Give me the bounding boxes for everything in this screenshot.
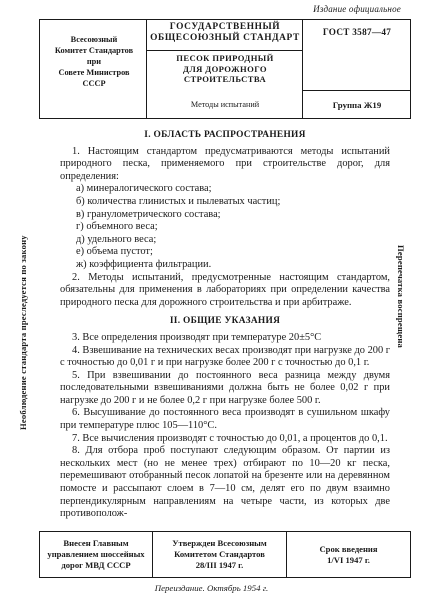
footer-table [39, 531, 411, 578]
paragraph-3: 3. Все определения производят при температуре 20±5°С [72, 331, 322, 343]
header-rule-title [146, 50, 302, 51]
list-item: а) минералогического состава; [76, 183, 212, 195]
gost-number: ГОСТ 3587—47 [322, 27, 392, 37]
submitted-by: Внесен Главным управлением шоссейных дорог МВД СССР [47, 538, 145, 570]
standard-type-title: ГОСУДАРСТВЕННЫЙ ОБЩЕСОЮЗНЫЙ СТАНДАРТ [150, 22, 300, 43]
paragraph-4: 4. Взвешивание на технических весах производят при нагрузке до 200 г с точностью до 0,01 г и при нагрузке более 200 г с точностью до 0,1 г. [60, 344, 391, 369]
side-note-law: Необлюдение стандарта преследуется по закону [18, 235, 28, 430]
paragraph-6: 6. Высушивание до постоянного веса производят в сушильном шкафу при температуре плюс 105—110°С. [60, 407, 390, 432]
determination-list [60, 183, 390, 271]
header-table [39, 19, 411, 119]
classification-group: Группа Ж19 [332, 100, 382, 110]
document-title: ПЕСОК ПРИРОДНЫЙ ДЛЯ ДОРОЖНОГО СТРОИТЕЛЬСТВА [176, 53, 274, 84]
header-divider-right [302, 20, 303, 118]
effective-date: Срок введения 1/VI 1947 г. [319, 543, 378, 565]
list-item: б) количества глинистых и пылеватых частиц; [76, 195, 281, 207]
paragraph-5: 5. При взвешивании до постоянного веса разница между двумя последовательными взвешиваниями должна быть не более 0,02 г при нагрузке до 200 г и не более 0,2 г при нагрузке более 500 г. [60, 369, 390, 406]
paragraph-7: 7. Все вычисления производят с точностью до 0,01, а процентов до 0,1. [72, 432, 388, 444]
approved-by: Утвержден Всесоюзным Комитетом Стандартов 28/III 1947 г. [172, 538, 267, 570]
header-divider-left [146, 20, 147, 118]
paragraph-2: 2. Методы испытаний, предусмотренные настоящим стандартом, обязательны для применения в лабораториях при определении качества природного песка для дорожного строительства и при арбитраже. [60, 271, 390, 308]
header-rule-group [302, 90, 410, 91]
section-1-heading: I. ОБЛАСТЬ РАСПРОСТРАНЕНИЯ [144, 130, 306, 140]
side-note-reprint: Перепечатка воспрещена [396, 245, 406, 349]
document-subtitle: Методы испытаний [190, 100, 260, 109]
section-2-heading: II. ОБЩИЕ УКАЗАНИЯ [169, 316, 281, 327]
reissue-note: Переиздание. Октябрь 1954 г. [154, 583, 269, 593]
edition-note: Издание официальное [313, 4, 401, 14]
organization-name: Всесоюзный Комитет Стандартов при Совете Министров СССР [54, 35, 134, 88]
list-item: д) удельного веса; [76, 233, 157, 245]
paragraph-8: 8. Для отбора проб поступают следующим образом. От партии из нескольких мест (но не менее трех) отбирают по 10—20 кг песка, перемешивают отобранный песок лопатой на брезенте или на деревянном помосте и рассыпают слоем в 7—10 см, делят его по двум взаимно перпендикулярным направлениям на четыре части, из которых две противополож- [60, 445, 390, 520]
list-item: ж) коэффициента фильтрации. [76, 258, 212, 270]
list-item: в) гранулометрического состава; [76, 208, 221, 220]
paragraph-1: 1. Настоящим стандартом предусматриваются методы испытаний природного песка, применяемого при строительстве дорог, для определения: [60, 145, 390, 182]
list-item: г) объемного веса; [76, 221, 158, 233]
list-item: е) объема пустот; [76, 246, 153, 258]
document-body [60, 125, 390, 521]
